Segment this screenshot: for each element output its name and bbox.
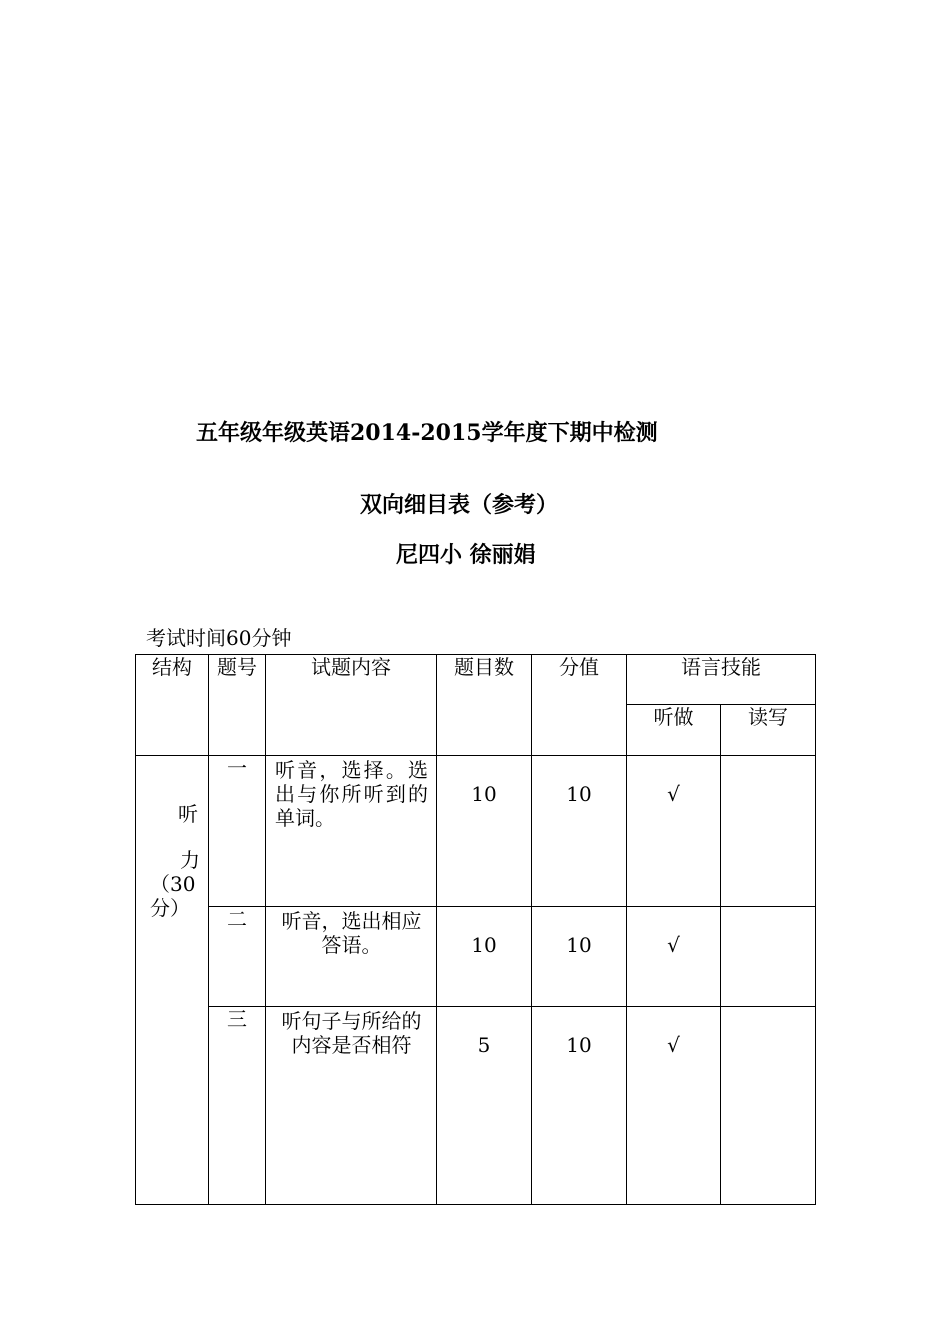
- spec-table: [135, 654, 816, 1205]
- skill-listen-check: √: [627, 756, 721, 907]
- skill-read-check: [721, 907, 816, 1007]
- section-points: （30分）: [150, 872, 196, 920]
- exam-time: 考试时间60分钟: [146, 626, 292, 650]
- table-row: [136, 1007, 816, 1205]
- question-no: 二: [209, 907, 266, 1007]
- skill-listen-check: √: [627, 907, 721, 1007]
- section-name-part2: 力: [180, 848, 200, 872]
- header-score: 分值: [532, 655, 627, 756]
- question-content: 听音，选出相应答语。: [266, 907, 437, 1007]
- header-structure: 结构: [136, 655, 209, 756]
- header-item-count: 题目数: [437, 655, 532, 756]
- header-skill-listen: 听做: [627, 705, 721, 756]
- question-no: 一: [209, 756, 266, 907]
- table-row: [136, 756, 816, 907]
- score-value: 10: [532, 1007, 627, 1205]
- section-listening: [136, 756, 209, 1205]
- header-question-no: 题号: [209, 655, 266, 756]
- score-value: 10: [532, 907, 627, 1007]
- header-skill-read: 读写: [721, 705, 816, 756]
- header-content: 试题内容: [266, 655, 437, 756]
- skill-read-check: [721, 756, 816, 907]
- item-count: 10: [437, 756, 532, 907]
- question-no: 三: [209, 1007, 266, 1205]
- item-count: 10: [437, 907, 532, 1007]
- document-subtitle: 双向细目表（参考）: [360, 492, 559, 518]
- skill-read-check: [721, 1007, 816, 1205]
- section-name-part1: 听: [178, 802, 198, 826]
- table-row: [136, 907, 816, 1007]
- question-content: 听句子与所给的内容是否相符: [266, 1007, 437, 1205]
- document-author: 尼四小 徐丽娟: [396, 542, 536, 568]
- skill-listen-check: √: [627, 1007, 721, 1205]
- header-skills: 语言技能: [627, 655, 816, 705]
- score-value: 10: [532, 756, 627, 907]
- item-count: 5: [437, 1007, 532, 1205]
- document-title: 五年级年级英语2014-2015学年度下期中检测: [196, 420, 658, 446]
- question-content: 听音，选择。选出与你所听到的单词。: [266, 756, 437, 907]
